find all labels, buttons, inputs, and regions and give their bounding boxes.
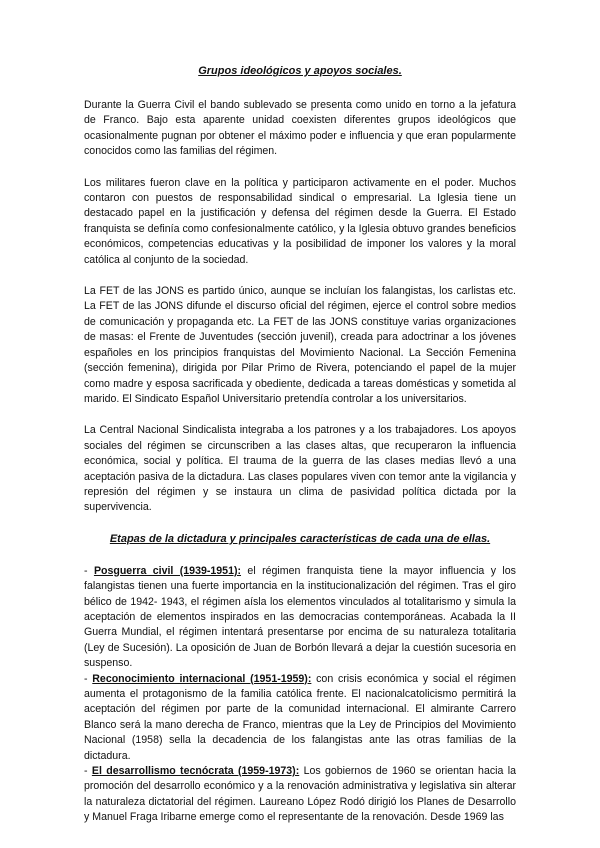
etapa-prefix: - — [84, 564, 94, 577]
etapa-text: el régimen franquista tiene la mayor influencia y los falangistas tienen una fuerte importancia en la institucionalización del régimen. Tras el giro bélico de 1942- 1943, el régimen aísla los elementos vinculados al totalitarismo y simula la aceptación de elementos inspirados en las democracias contemporáneas. Acabada la II Guerra Mundial, el régimen intentará presentarse por encima de su naturaleza totalitaria (Ley de Sucesión). La oposición de Juan de Borbón llevará a dejar la cuestión sucesoria en suspenso. — [84, 564, 516, 670]
etapa-text: Los gobiernos de 1960 se orientan hacia la promoción del desarrollo económico y a la renovación administrativa y legislativa sin alterar la naturaleza dictatorial del régimen. Laureano López Rodó dirigió los Planes de Desarrollo y Manuel Fraga Iribarne emerge como el representante de la renovación. Desde 1969 las — [84, 765, 516, 824]
paragraph-militares-iglesia: Los militares fueron clave en la política y participaron activamente en el poder. Muchos contaron con puestos de responsabilidad sindical o empresarial. La Iglesia tiene un destacado papel en la justificación y defensa del régimen desde la Guerra. El Estado franquista se definía como confesionalmente católico, y la Iglesia obtuvo grandes beneficios económicos, competencias educativas y la posibilidad de imponer los valores y la moral católica al conjunto de la sociedad. — [84, 176, 516, 266]
document-title: Grupos ideológicos y apoyos sociales. — [198, 65, 402, 77]
paragraph-intro: Durante la Guerra Civil el bando sublevado se presenta como unido en torno a la jefatura de Franco. Bajo esta aparente unidad coexisten diferentes grupos ideológicos que ocasionalmente pugnan por obtener el máximo poder e influencia y que eran popularmente conocidos como las familias del régimen. — [84, 99, 516, 158]
etapa-prefix: - — [84, 765, 92, 778]
etapa-heading: Reconocimiento internacional (1951-1959): — [92, 672, 312, 685]
etapa-heading: El desarrollismo tecnócrata (1959-1973): — [91, 765, 300, 778]
etapa-reconocimiento — [84, 672, 516, 764]
etapa-prefix: - — [84, 672, 93, 685]
paragraph-apoyos-sociales: La Central Nacional Sindicalista integraba a los patrones y a los trabajadores. Los apoyos sociales del régimen se circunscriben a las clases altas, que recuperaron la influencia económica, social y política. El trauma de la guerra de las clases medias llevó a una aceptación pasiva de la dictadura. Las clases populares viven con temor ante la vigilancia y represión del régimen y se instaura un clima de pasividad política dictada por la supervivencia. — [84, 424, 516, 514]
section-subtitle: Etapas de la dictadura y principales características de cada una de ellas. — [109, 532, 491, 545]
etapa-heading: Posguerra civil (1939-1951): — [93, 564, 242, 577]
etapa-text: con crisis económica y social el régimen aumenta el protagonismo de la familia católica frente. El nacionalcatolicismo permitirá la aceptación del régimen por parte de la comunidad internacional. El almirante Carrero Blanco será la mano derecha de Franco, mientras que la Ley de Principios del Movimiento Nacional (1958) sella la decadencia de los falangistas ante las otras familias de la dictadura. — [84, 672, 516, 762]
etapa-desarrollismo — [84, 764, 516, 826]
paragraph-fet-jons: La FET de las JONS es partido único, aunque se incluían los falangistas, los carlistas etc. La FET de las JONS difunde el discurso oficial del régimen, ejerce el control sobre medios de comunicación y propaganda etc. La FET de las JONS constituye varias organizaciones de masas: el Frente de Juventudes (sección juvenil), creada para adoctrinar a los jóvenes españoles en los principios franquistas del Movimiento Nacional. La Sección Femenina (sección femenina), dirigida por Pilar Primo de Rivera, potenciando el papel de la mujer como madre y esposa sacrificada y obediente, dedicada a tareas domésticas y sometida al marido. El Sindicato Español Universitario pretendía controlar a los universitarios. — [84, 285, 516, 405]
etapa-posguerra — [84, 564, 516, 672]
